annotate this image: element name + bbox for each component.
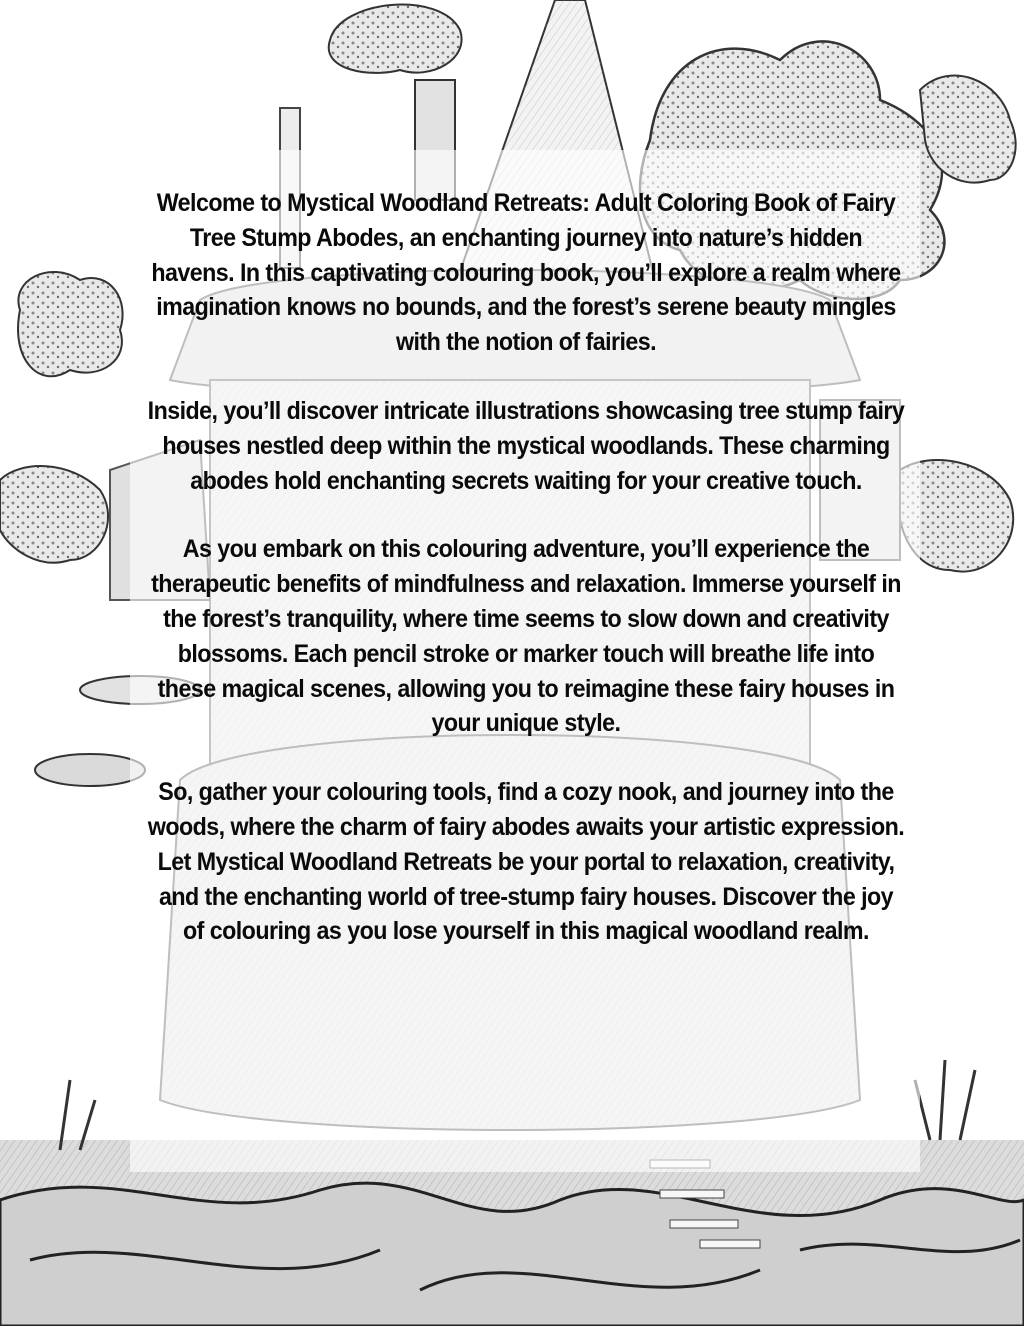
- closing-paragraph: So, gather your colouring tools, find a cozy nook, and journey into the woods, where the charm of fairy abodes awaits your artistic expression. Let Mystical Woodland Retreats be your portal to relaxation, creativity, and the enchanting world of tree-stump fairy houses. Discover the joy of colouring as you lose yourself in this magical woodland realm.: [147, 778, 905, 946]
- benefits-paragraph: As you embark on this colouring adventure, you’ll experience the therapeutic benefits of mindfulness and relaxation. Immerse yourself in the forest’s tranquility, where time seems to slow down and creativity blossoms. Each pencil stroke or marker touch will breathe life into these magical scenes, allowing you to reimagine these fairy houses in your unique style.: [151, 535, 901, 738]
- book-description: [118, 186, 934, 983]
- intro-paragraph: Welcome to Mystical Woodland Retreats: Adult Coloring Book of Fairy Tree Stump Abodes, an enchanting journey into nature’s hidden havens. In this captivating colouring book, you’ll explore a realm where imagination knows no bounds, and the forest’s serene beauty mingles with the notion of fairies.: [151, 189, 901, 357]
- illustrations-paragraph: Inside, you’ll discover intricate illustrations showcasing tree stump fairy houses nestled deep within the mystical woodlands. These charming abodes hold enchanting secrets waiting for your creative touch.: [147, 396, 905, 495]
